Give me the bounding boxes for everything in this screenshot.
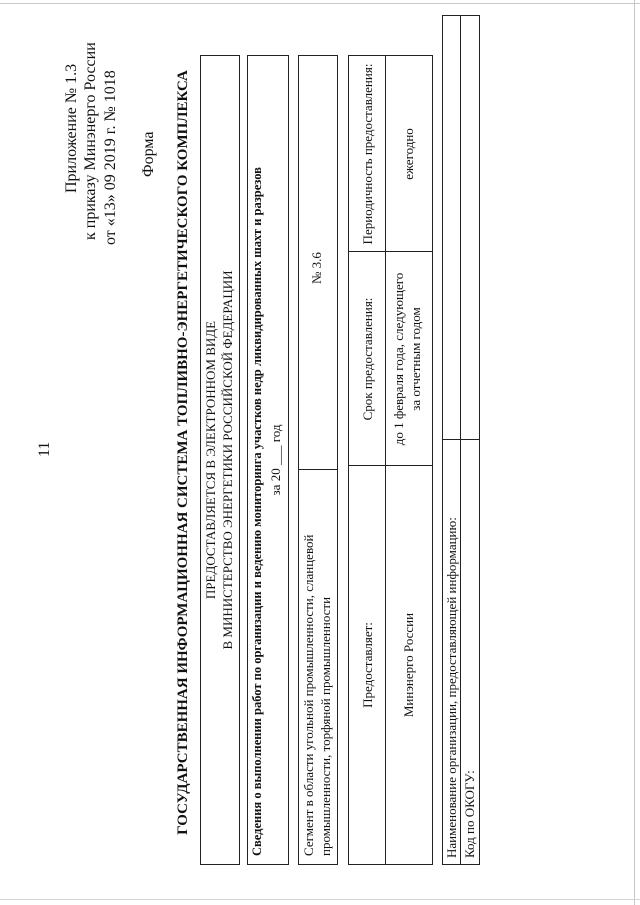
value-provider: Минэнерго России [401, 612, 416, 718]
footer-org-name: Наименование организации, предоставляющей информацию: [444, 517, 459, 858]
submission-box [200, 55, 240, 865]
value-periodicity: ежегодно [401, 128, 416, 180]
segment-text-line1: Сегмент в области угольной промышленности, сланцевой [301, 534, 316, 856]
report-title-box [247, 55, 289, 865]
report-title: Сведения о выполнении работ по организации и ведению мониторинга участков недр ликвидированных шахт и разрезов [250, 167, 264, 856]
system-title: ГОСУДАРСТВЕННАЯ ИНФОРМАЦИОННАЯ СИСТЕМА ТОПЛИВНО-ЭНЕРГЕТИЧЕСКОГО КОМПЛЕКСА [175, 70, 191, 835]
form-label: Форма [140, 131, 157, 177]
header-deadline: Срок предоставления: [360, 297, 375, 421]
segment-divider [299, 469, 337, 470]
submission-line2: В МИНИСТЕРСТВО ЭНЕРГЕТИКИ РОССИЙСКОЙ ФЕДЕРАЦИИ [220, 270, 235, 650]
info-row-divider [385, 56, 386, 864]
value-deadline-line2: за отчетным годом [408, 307, 423, 411]
page-number: 11 [36, 441, 53, 457]
header-periodicity: Периодичность предоставления: [360, 63, 375, 245]
footer-row-divider [460, 16, 461, 864]
segment-box [298, 55, 338, 865]
value-deadline-line1: до 1 февраля года, следующего [391, 272, 406, 446]
appendix-number: Приложение № 1.3 [63, 63, 80, 193]
appendix-date: от «13» 09 2019 г. № 1018 [102, 70, 119, 245]
footer-box [442, 15, 480, 865]
footer-okogu: Код по ОКОГУ: [462, 770, 477, 858]
segment-number: № 3.6 [309, 252, 324, 284]
footer-divider [443, 439, 479, 440]
header-provides: Предоставляет: [360, 622, 375, 708]
info-table [348, 55, 433, 865]
report-year: за 20 ___ год [268, 424, 283, 496]
segment-text-line2: промышленности, торфяной промышленности [318, 596, 333, 856]
appendix-order: к приказу Минэнерго России [82, 42, 99, 240]
submission-line1: ПРЕДОСТАВЛЯЕТСЯ В ЭЛЕКТРОННОМ ВИДЕ [203, 320, 218, 600]
